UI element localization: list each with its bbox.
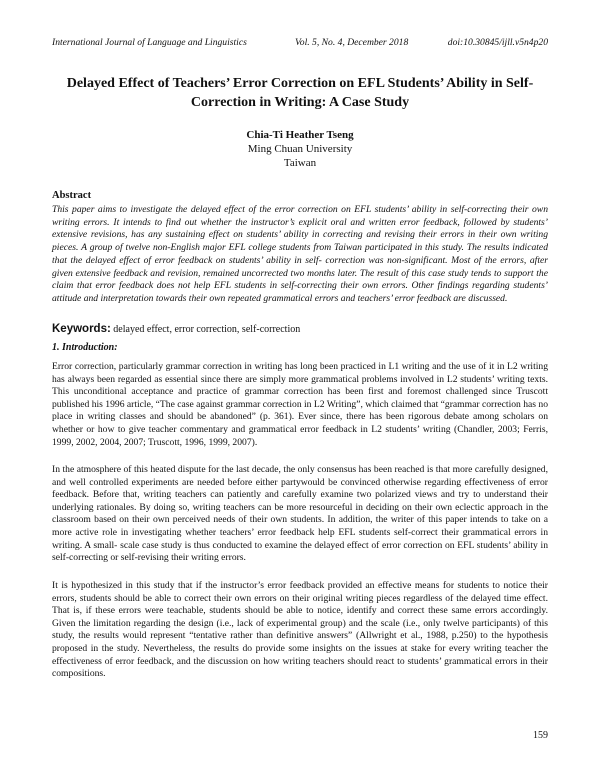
doi: doi:10.30845/ijll.v5n4p20 xyxy=(447,37,548,48)
author-name: Chia-Ti Heather Tseng xyxy=(246,129,354,141)
body-paragraph: It is hypothesized in this study that if the instructor’s error feedback provided an effective means for students to notice their errors, students should be able to correct their own errors on their original writing pieces regardless of the delayed time effect. That is, if these errors were teachable, students should be able to notice, identify and correct these same errors accordingly. Given the limitation regarding the design (i.e., lack of experimental group) and the scale (i.e., only twelve participants) of this study, the results would represent “tentative rather than definitive answers” (Allwright et al., 1988, p.250) to the hypothesis proposed in the study. Nevertheless, the results do provide some insights on the issues at stake for every writing teacher the effectiveness of error feedback, and the discussion on how writing teachers should react to students’ grammatical errors in their compositions. xyxy=(52,580,548,680)
abstract-text: This paper aims to investigate the delayed effect of the error correction on EFL students’ ability in self-correcting their own writing errors. It intends to find out whether the instructor’s explicit oral and written error feedback, followed by students’ extensive revisions, has any sustaining effect on students’ ability in correcting and revising their errors in their own writing pieces. A group of twelve non-English major EFL college students from Taiwan participated in this study. The results indicated that the delayed effect of error feedback on students’ ability in self- correction was non-significant. Most of the errors, after given extensive feedback and revision, remained uncorrected two months later. The result of this case study tends to support the claim that error feedback does not help EFL students in self-correcting their own errors. Other findings regarding students’ attitude and interpretation towards their own repeated grammatical errors and teachers’ error feedback are discussed. xyxy=(52,204,548,304)
author-affiliation: Ming Chuan University xyxy=(247,143,353,155)
section-heading-introduction: 1. Introduction: xyxy=(52,342,118,353)
keywords xyxy=(52,322,548,337)
page-number: 159 xyxy=(533,730,548,741)
author-country: Taiwan xyxy=(283,157,317,169)
body-paragraph: In the atmosphere of this heated dispute for the last decade, the only consensus has been reached is that more carefully designed, and well controlled experiments are needed before either partywould be convinced otherwise regarding effectiveness of error feedback. Before that, writing teachers can patiently and carefully examine two polarized views and try to understand their underlying rationales. By doing so, writing teachers can be more resourceful in deciding on their own eclectic approach in the classroom based on their own perceived needs of their own students. In addition, the writer of this paper intends to take on a more active role in investigating whether teachers’ error feedback help EFL students self-correct their grammatical errors in writing. A small- scale case study is thus conducted to examine the delayed effect of error correction on EFL students’ ability in self-correcting or self-revising their writing errors. xyxy=(52,464,548,564)
paper-title: Delayed Effect of Teachers’ Error Correction on EFL Students’ Ability in Self-Correction in Writing: A Case Study xyxy=(66,76,534,110)
volume-issue: Vol. 5, No. 4, December 2018 xyxy=(295,37,409,48)
author-block xyxy=(100,128,500,170)
abstract-heading: Abstract xyxy=(52,190,92,201)
keywords-text: delayed effect, error correction, self-correction xyxy=(110,324,301,335)
keywords-label: Keywords: xyxy=(52,323,111,335)
journal-name: International Journal of Language and Linguistics xyxy=(52,37,247,48)
body-paragraph: Error correction, particularly grammar correction in writing has long been practiced in L1 writing and the use of it in L2 writing has always been regarded as essential since there are simply more grammatical problems involved in L2 students’ writing texts. This unconditional acceptance and practice of grammar correction has been first and foremost challenged since Truscott published his 1996 article, “The case against grammar correction in L2 Writing”, which claimed that “grammar correction has no place in writing classes and should be abandoned” (p. 361). Ever since, there has been rigorous debate among scholars on whether or how to give teacher commentary and grammatical error feedback in L2 students’ writing (Chandler, 2003; Ferris, 1999, 2002, 2004, 2007; Truscott, 1996, 1999, 2007). xyxy=(52,361,549,448)
